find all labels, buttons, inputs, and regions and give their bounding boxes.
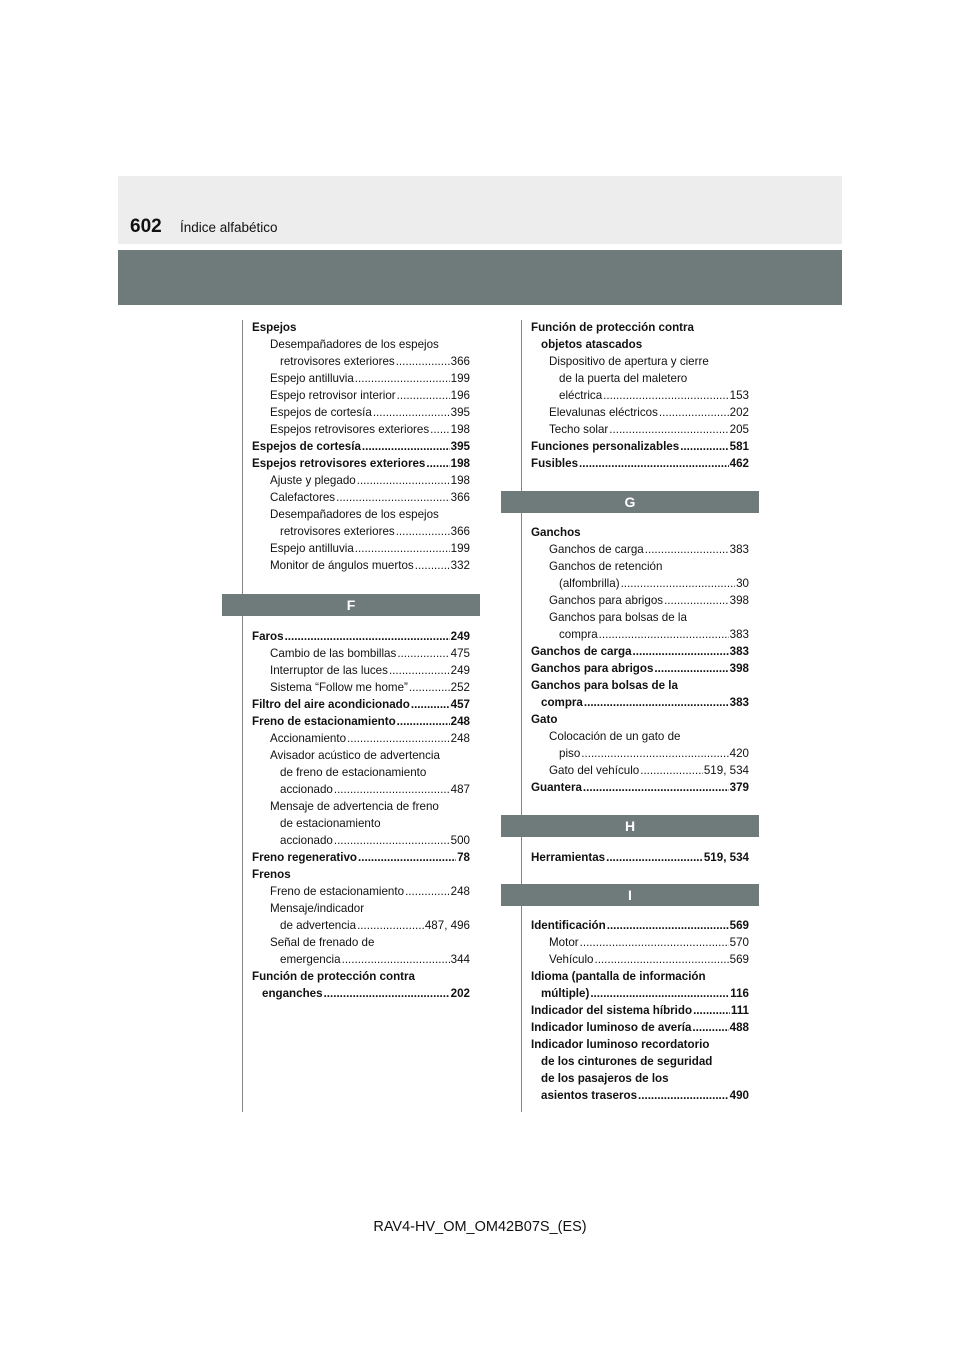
index-column-left (252, 319, 470, 1002)
index-entry[interactable]: Ganchos de carga ..... 383 (531, 643, 749, 660)
index-column-right (531, 319, 749, 1104)
page-ref: 488 (729, 1021, 749, 1034)
page-ref: 379 (729, 781, 749, 794)
page-ref: 420 (729, 747, 749, 760)
index-subentry[interactable]: Espejos de cortesía ..... 395 (252, 404, 470, 421)
page-ref: 249 (450, 630, 470, 643)
page-ref: 249 (450, 664, 470, 677)
index-entry[interactable]: Funciones personalizables ..... 581 (531, 438, 749, 455)
index-heading: Gato (531, 713, 558, 726)
index-entry[interactable]: Freno de estacionamiento ..... 248 (252, 713, 470, 730)
page-ref: 519, 534 (703, 851, 749, 864)
index-entry[interactable]: compra ..... 383 (531, 694, 749, 711)
index-subentry[interactable]: retrovisores exteriores ..... 366 (252, 523, 470, 540)
page-ref: 332 (450, 559, 470, 572)
index-subentry[interactable]: accionado ..... 487 (252, 781, 470, 798)
page-ref: 198 (450, 474, 470, 487)
page-ref: 153 (729, 389, 749, 402)
index-entry[interactable]: Herramientas ..... 519, 534 (531, 849, 749, 866)
page-ref: 383 (729, 645, 749, 658)
letter-section-f: F (222, 594, 480, 616)
index-subentry-text: Ganchos para bolsas de la (549, 611, 687, 624)
index-entry[interactable]: múltiple) ..... 116 (531, 985, 749, 1002)
index-entry[interactable]: Fusibles ..... 462 (531, 455, 749, 472)
index-subentry[interactable]: Ganchos de carga ..... 383 (531, 541, 749, 558)
index-heading: Indicador luminoso recordatorio (531, 1038, 710, 1051)
page-ref: 519, 534 (703, 764, 749, 777)
page-ref: 344 (450, 953, 470, 966)
index-subentry[interactable]: Ganchos para abrigos ..... 398 (531, 592, 749, 609)
page-ref: 111 (730, 1004, 749, 1017)
page-ref: 581 (729, 440, 749, 453)
index-heading: Espejos (252, 321, 297, 334)
index-subentry[interactable]: Techo solar ..... 205 (531, 421, 749, 438)
index-subentry-text: Mensaje/indicador (270, 902, 365, 915)
page-ref: 252 (450, 681, 470, 694)
index-subentry[interactable]: Monitor de ángulos muertos ..... 332 (252, 557, 470, 574)
page-ref: 366 (450, 491, 470, 504)
page-ref: 366 (450, 525, 470, 538)
index-entry[interactable]: Indicador del sistema híbrido ..... 111 (531, 1002, 749, 1019)
page-ref: 198 (450, 457, 470, 470)
index-subentry-text: de freno de estacionamiento (280, 766, 427, 779)
page-ref: 199 (450, 542, 470, 555)
index-subentry-text: Desempañadores de los espejos (270, 338, 439, 351)
index-entry[interactable]: Identificación ..... 569 (531, 917, 749, 934)
index-subentry[interactable]: Freno de estacionamiento ..... 248 (252, 883, 470, 900)
page-ref: 199 (450, 372, 470, 385)
letter-section-h: H (501, 815, 759, 837)
index-subentry-text: Desempañadores de los espejos (270, 508, 439, 521)
page-ref: 383 (729, 628, 749, 641)
index-heading: de los cinturones de seguridad (541, 1055, 713, 1068)
index-subentry[interactable]: accionado ..... 500 (252, 832, 470, 849)
index-heading: objetos atascados (541, 338, 643, 351)
page-ref: 248 (450, 885, 470, 898)
index-heading: Ganchos para bolsas de la (531, 679, 678, 692)
index-subentry[interactable]: retrovisores exteriores ..... 366 (252, 353, 470, 370)
section-title: Índice alfabético (180, 220, 278, 235)
index-heading: Idioma (pantalla de información (531, 970, 706, 983)
index-subentry-text: Avisador acústico de advertencia (270, 749, 440, 762)
header-band (118, 250, 842, 305)
right-column-divider (521, 320, 522, 1112)
index-subentry[interactable]: Interruptor de las luces ..... 249 (252, 662, 470, 679)
page-ref: 487 (450, 783, 470, 796)
index-subentry[interactable]: (alfombrilla) ..... 30 (531, 575, 749, 592)
page-ref: 457 (450, 698, 470, 711)
index-subentry-text: Dispositivo de apertura y cierre (549, 355, 709, 368)
index-heading: Ganchos (531, 526, 581, 539)
page-ref: 570 (729, 936, 749, 949)
index-subentry[interactable]: Espejos retrovisores exteriores ..... 198 (252, 421, 470, 438)
page-ref: 490 (729, 1089, 749, 1102)
index-entry[interactable]: Espejos de cortesía ..... 395 (252, 438, 470, 455)
index-entry[interactable]: asientos traseros ..... 490 (531, 1087, 749, 1104)
index-subentry[interactable]: Ajuste y plegado ..... 198 (252, 472, 470, 489)
index-heading: Función de protección contra (252, 970, 415, 983)
page-ref: 248 (450, 715, 470, 728)
index-entry[interactable]: Guantera ..... 379 (531, 779, 749, 796)
page-ref: 366 (450, 355, 470, 368)
index-heading: Función de protección contra (531, 321, 694, 334)
index-subentry-text: de estacionamiento (280, 817, 381, 830)
index-heading: Frenos (252, 868, 291, 881)
page-ref: 475 (450, 647, 470, 660)
index-subentry-text: Ganchos de retención (549, 560, 663, 573)
page-ref: 30 (736, 577, 749, 590)
page-number: 602 (130, 216, 162, 237)
letter-section-g: G (501, 491, 759, 513)
index-subentry[interactable]: Calefactores ..... 366 (252, 489, 470, 506)
index-entry[interactable]: Indicador luminoso de avería ..... 488 (531, 1019, 749, 1036)
index-entry[interactable]: Filtro del aire acondicionado ..... 457 (252, 696, 470, 713)
index-subentry-text: Mensaje de advertencia de freno (270, 800, 439, 813)
index-subentry[interactable]: piso ..... 420 (531, 745, 749, 762)
page-ref: 462 (729, 457, 749, 470)
page-ref: 383 (729, 696, 749, 709)
page-ref: 395 (450, 406, 470, 419)
page-ref: 395 (450, 440, 470, 453)
document-code: RAV4-HV_OM_OM42B07S_(ES) (373, 1219, 587, 1235)
page-ref: 383 (729, 543, 749, 556)
page-ref: 202 (450, 987, 470, 1000)
index-subentry[interactable]: Cambio de las bombillas ..... 475 (252, 645, 470, 662)
page-ref: 78 (457, 851, 470, 864)
index-subentry[interactable]: eléctrica ..... 153 (531, 387, 749, 404)
index-subentry[interactable]: Accionamiento ..... 248 (252, 730, 470, 747)
page-ref: 487, 496 (424, 919, 470, 932)
page-ref: 196 (450, 389, 470, 402)
index-subentry[interactable]: emergencia ..... 344 (252, 951, 470, 968)
index-entry[interactable]: Ganchos para abrigos ..... 398 (531, 660, 749, 677)
index-subentry[interactable]: Elevalunas eléctricos ..... 202 (531, 404, 749, 421)
index-subentry[interactable]: Sistema “Follow me home” ..... 252 (252, 679, 470, 696)
left-column-divider (242, 320, 243, 1112)
index-entry[interactable]: Faros ..... 249 (252, 628, 470, 645)
index-subentry[interactable]: Motor ..... 570 (531, 934, 749, 951)
index-subentry[interactable]: de advertencia ..... 487, 496 (252, 917, 470, 934)
index-subentry-text: Colocación de un gato de (549, 730, 681, 743)
index-subentry[interactable]: Espejo retrovisor interior ..... 196 (252, 387, 470, 404)
page-ref: 116 (730, 987, 749, 1000)
index-subentry-text: de la puerta del maletero (559, 372, 688, 385)
index-subentry[interactable]: Gato del vehículo ..... 519, 534 (531, 762, 749, 779)
page-ref: 500 (450, 834, 470, 847)
page-ref: 202 (729, 406, 749, 419)
page-ref: 198 (450, 423, 470, 436)
page-ref: 248 (450, 732, 470, 745)
index-subentry[interactable]: Espejo antilluvia ..... 199 (252, 540, 470, 557)
index-entry[interactable]: enganches ..... 202 (252, 985, 470, 1002)
index-subentry[interactable]: Vehículo ..... 569 (531, 951, 749, 968)
page-header (118, 176, 842, 244)
index-heading: de los pasajeros de los (541, 1072, 669, 1085)
page-ref: 398 (729, 662, 749, 675)
page-ref: 569 (729, 919, 749, 932)
index-entry[interactable]: Freno regenerativo ..... 78 (252, 849, 470, 866)
page-ref: 569 (729, 953, 749, 966)
index-entry[interactable]: Espejos retrovisores exteriores ..... 198 (252, 455, 470, 472)
index-subentry[interactable]: compra ..... 383 (531, 626, 749, 643)
page-ref: 398 (729, 594, 749, 607)
letter-section-i: I (501, 884, 759, 906)
index-subentry[interactable]: Espejo antilluvia ..... 199 (252, 370, 470, 387)
page-ref: 205 (729, 423, 749, 436)
index-subentry-text: Señal de frenado de (270, 936, 375, 949)
